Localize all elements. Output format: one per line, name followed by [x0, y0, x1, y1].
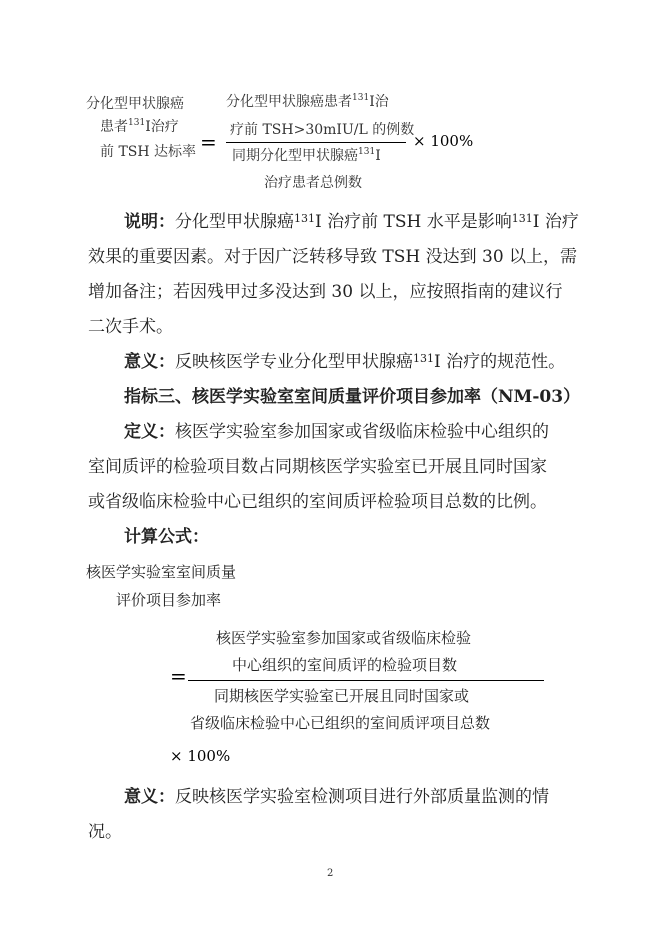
- page-number: 2: [327, 868, 334, 879]
- definition-label: 定义：: [124, 422, 175, 442]
- formula2-fraction-bar: [188, 680, 544, 681]
- meaning2-line1-text: 反映核医学实验室检测项目进行外部质量监测的情: [175, 787, 549, 807]
- formula1-lhs-line2-a: 患者: [100, 119, 128, 135]
- formula1-den-b: I: [375, 148, 381, 164]
- definition-line2: 室间质评的检验项目数占同期核医学实验室已开展且同时国家: [88, 457, 547, 477]
- formula1-lhs-line1: 分化型甲状腺癌: [86, 96, 184, 112]
- formula1-numerator-line2: 疗前 TSH>30mIU/L 的例数: [230, 122, 415, 138]
- formula2-numerator-line1: 核医学实验室参加国家或省级临床检验: [216, 629, 472, 647]
- note-line3: 增加备注；若因残甲过多没达到 30 以上，应按照指南的建议行: [88, 282, 563, 302]
- formula1-fraction-bar: [226, 142, 406, 143]
- formula1-num-a: 分化型甲状腺癌患者: [226, 94, 352, 110]
- formula2-numerator-line2: 中心组织的室间质评的检验项目数: [232, 656, 458, 674]
- formula1-lhs-sup: 131: [128, 118, 146, 128]
- formula2-equals: =: [170, 664, 187, 688]
- meaning1-text-a: 反映核医学专业分化型甲状腺癌: [175, 352, 413, 372]
- formula1-den-sup: 131: [358, 147, 376, 157]
- note-sup1: 131: [294, 212, 315, 225]
- meaning1-sup: 131: [413, 352, 434, 365]
- definition-line1-text: 核医学实验室参加国家或省级临床检验中心组织的: [175, 422, 549, 442]
- note-line1: [124, 207, 579, 232]
- indicator3-title: 指标三、核医学实验室室间质量评价项目参加率（NM-03）: [124, 387, 581, 407]
- formula2-denominator-line2: 省级临床检验中心已组织的室间质评项目总数: [190, 714, 491, 732]
- meaning2-line2: 况。: [88, 822, 122, 842]
- formula1-numerator-line1: [226, 91, 389, 111]
- formula2-lhs-line1: 核医学实验室室间质量: [86, 563, 237, 581]
- meaning2-line1: [124, 782, 549, 807]
- formula1-lhs-line2: [100, 116, 179, 136]
- formula-label: 计算公式：: [124, 527, 209, 547]
- formula1-num-sup: 131: [352, 93, 370, 103]
- note-line1-a: 分化型甲状腺癌: [175, 212, 294, 232]
- note-line4: 二次手术。: [88, 317, 173, 337]
- formula1-num-b: I治: [369, 94, 389, 110]
- formula1-equals: =: [200, 130, 217, 154]
- formula1-lhs-line3: 前 TSH 达标率: [100, 144, 197, 160]
- meaning1-text-b: I 治疗的规范性。: [434, 352, 566, 372]
- definition-line1: [124, 417, 549, 442]
- meaning1-label: 意义：: [124, 352, 175, 372]
- meaning2-label: 意义：: [124, 787, 175, 807]
- formula1-denominator-line1: [232, 145, 381, 165]
- formula1-den-a: 同期分化型甲状腺癌: [232, 148, 358, 164]
- note-label: 说明：: [124, 212, 175, 232]
- note-sup2: 131: [511, 212, 533, 225]
- formula1-denominator-line2: 治疗患者总例数: [264, 175, 362, 191]
- formula2-lhs-line2: 评价项目参加率: [116, 591, 222, 609]
- meaning1-line: [124, 347, 565, 372]
- formula2-multiplier: × 100%: [170, 747, 231, 765]
- formula1-multiplier: × 100%: [413, 132, 474, 150]
- note-line2: 效果的重要因素。对于因广泛转移导致 TSH 没达到 30 以上，需: [88, 247, 578, 267]
- definition-line3: 或省级临床检验中心已组织的室间质评检验项目总数的比例。: [88, 492, 547, 512]
- note-line1-c: I 治疗: [532, 212, 579, 232]
- formula1-lhs-line2-b: I治疗: [145, 119, 179, 135]
- formula2-denominator-line1: 同期核医学实验室已开展且同时国家或: [214, 687, 470, 705]
- note-line1-b: I 治疗前 TSH 水平是影响: [315, 212, 512, 232]
